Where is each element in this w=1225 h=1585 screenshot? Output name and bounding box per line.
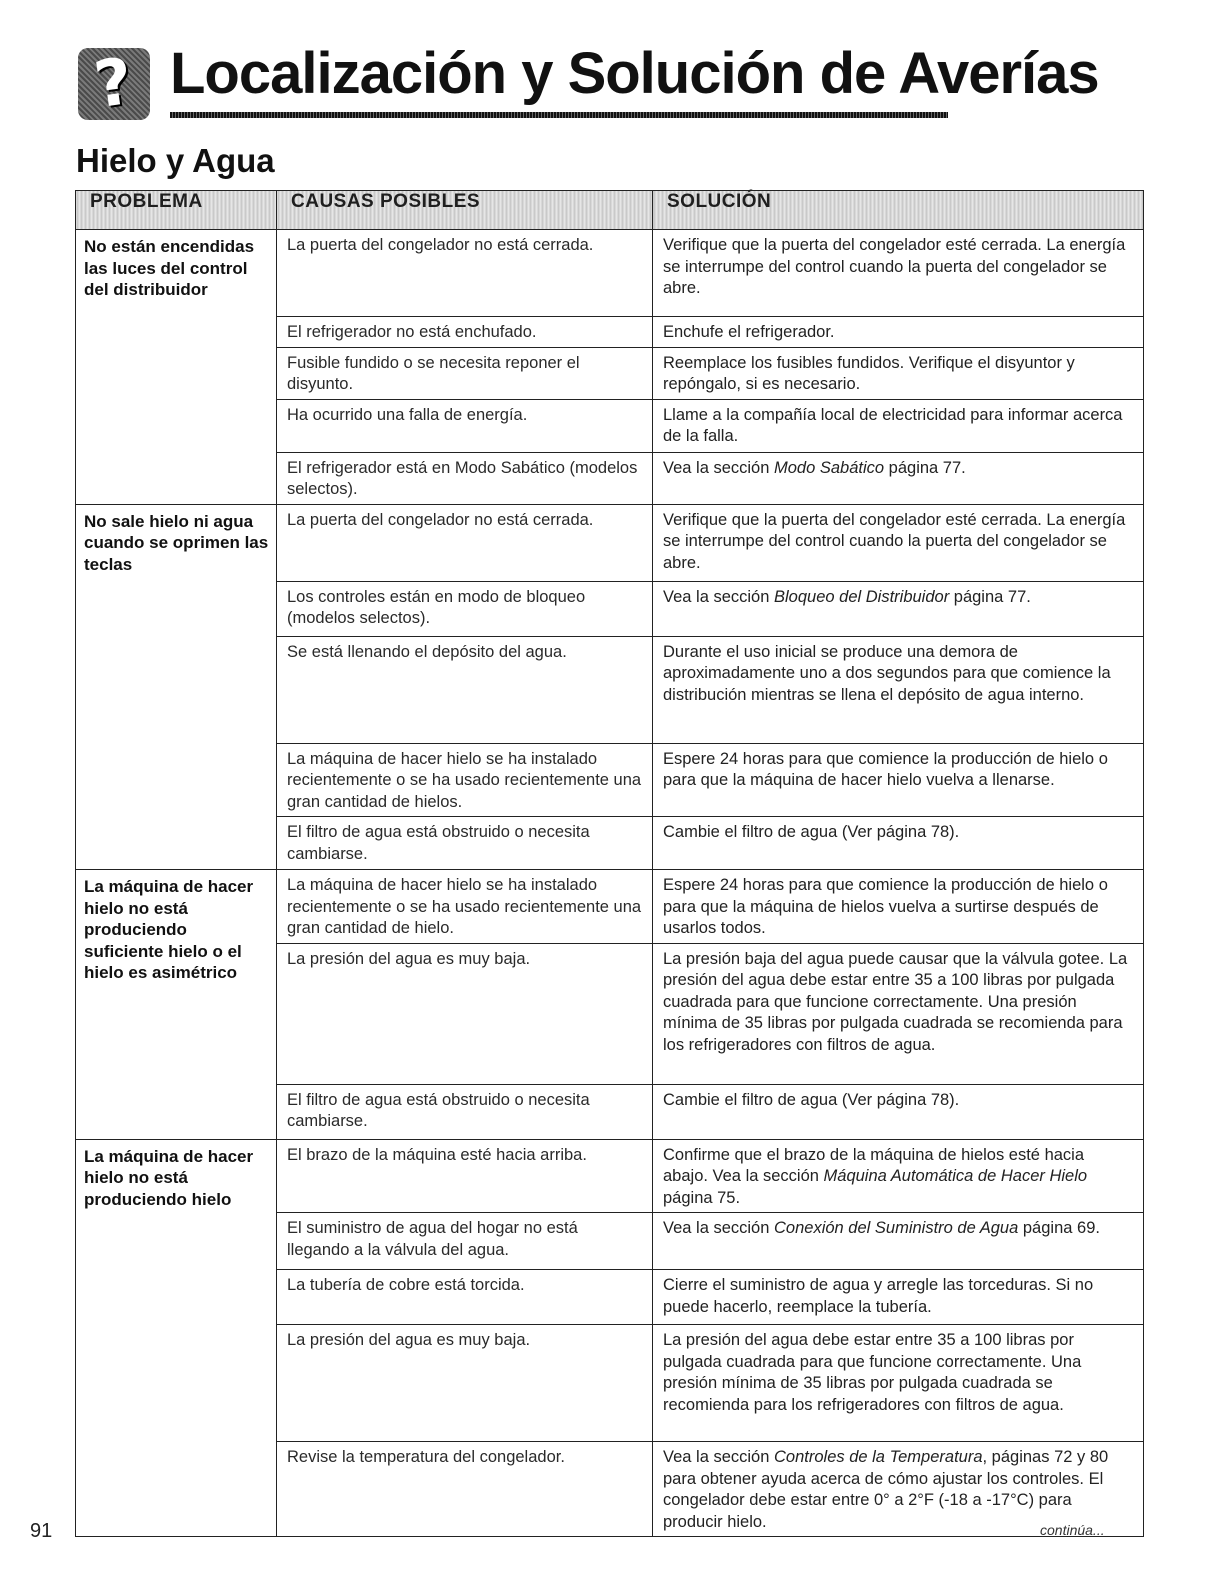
solution-text: Vea la sección xyxy=(663,1219,774,1237)
solution-text: página 75. xyxy=(663,1188,741,1207)
solution-cell: Cambie el filtro de agua (Ver página 78). xyxy=(653,817,1144,870)
cause-cell: La presión del agua es muy baja. xyxy=(277,943,653,1084)
solution-reference: Modo Sabático xyxy=(774,458,885,477)
cause-cell: Fusible fundido o se necesita reponer el disyunto. xyxy=(277,347,653,399)
solution-cell: Cambie el filtro de agua (Ver página 78). xyxy=(653,1084,1144,1139)
solution-reference: Controles de la Temperatura xyxy=(774,1448,983,1466)
column-header-solution: SOLUCIÓN xyxy=(653,191,1144,230)
cause-cell: Ha ocurrido una falla de energía. xyxy=(277,399,653,452)
solution-cell: La presión baja del agua puede causar que la válvula gotee. La presión del agua debe estar entre 35 a 100 libras por pulgada cuadrada para que funcione correctamente. Una presión mínima de 35 libras por pulgada cuadrada se recomienda para los refrigeradores con filtros de agua. xyxy=(653,943,1144,1084)
solution-cell: Espere 24 horas para que comience la producción de hielo o para que la máquina de hacer hielo vuelva a llenarse. xyxy=(653,743,1144,817)
section-title: Hielo y Agua xyxy=(76,142,275,179)
solution-cell: Llame a la compañía local de electricidad para informar acerca de la falla. xyxy=(653,399,1144,452)
continued-note: continúa... xyxy=(1040,1522,1105,1538)
problem-cell: No están encendidas las luces del control del distribuidor xyxy=(76,230,277,505)
solution-cell xyxy=(653,581,1144,636)
solution-text: Vea la sección xyxy=(663,458,774,477)
cause-cell: La presión del agua es muy baja. xyxy=(277,1325,653,1442)
solution-text: Vea la sección xyxy=(663,587,774,606)
cause-cell: La puerta del congelador no está cerrada. xyxy=(277,504,653,581)
cause-cell: Los controles están en modo de bloqueo (modelos selectos). xyxy=(277,581,653,636)
solution-cell: Durante el uso inicial se produce una demora de aproximadamente uno a dos segundos para que comience la distribución mientras se llena el depósito de agua interno. xyxy=(653,636,1144,743)
column-header-causes: CAUSAS POSIBLES xyxy=(277,191,653,230)
table-row xyxy=(76,1139,1144,1213)
solution-cell xyxy=(653,1139,1144,1213)
cause-cell: El filtro de agua está obstruido o necesita cambiarse. xyxy=(277,1084,653,1139)
cause-cell: La máquina de hacer hielo se ha instalado recientemente o se ha usado recientemente una gran cantidad de hielos. xyxy=(277,743,653,817)
cause-cell: El filtro de agua está obstruido o necesita cambiarse. xyxy=(277,817,653,870)
page-number: 91 xyxy=(30,1520,53,1542)
cause-cell: La tubería de cobre está torcida. xyxy=(277,1270,653,1325)
table-row xyxy=(76,870,1144,944)
solution-cell xyxy=(653,452,1144,504)
solution-text: página 77. xyxy=(949,587,1031,606)
page-header xyxy=(78,38,1099,128)
title-underline xyxy=(170,112,948,118)
problem-cell: La máquina de hacer hielo no está produciendo hielo xyxy=(76,1139,277,1537)
cause-cell: El refrigerador no está enchufado. xyxy=(277,317,653,348)
cause-cell: Revise la temperatura del congelador. xyxy=(277,1442,653,1537)
solution-cell: Espere 24 horas para que comience la producción de hielo o para que la máquina de hielos vuelva a surtirse después de usarlos todos. xyxy=(653,870,1144,944)
solution-cell: Reemplace los fusibles fundidos. Verifique el disyuntor y repóngalo, si es necesario. xyxy=(653,347,1144,399)
table-row xyxy=(76,230,1144,317)
solution-text: , páginas 72 y 80 para obtener ayuda acerca de cómo ajustar los controles. El congelador debe estar entre 0° a 2°F (-18 a -17°C) para producir hielo. xyxy=(663,1448,1109,1531)
cause-cell: Se está llenando el depósito del agua. xyxy=(277,636,653,743)
solution-text: Confirme que el brazo de la máquina de hielos esté hacia abajo. Vea la sección xyxy=(663,1145,1085,1185)
cause-cell: La máquina de hacer hielo se ha instalado recientemente o se ha usado recientemente una gran cantidad de hielo. xyxy=(277,870,653,944)
solution-cell: La presión del agua debe estar entre 35 a 100 libras por pulgada cuadrada para que funcione correctamente. Una presión mínima de 35 libras por pulgada cuadrada se recomienda para los refrigeradores con filtros de agua. xyxy=(653,1325,1144,1442)
question-mark-icon: ? xyxy=(78,48,150,120)
page-title: Localización y Solución de Averías xyxy=(170,41,1099,106)
column-header-problem: PROBLEMA xyxy=(76,191,277,230)
solution-text: página 69. xyxy=(1018,1219,1100,1237)
solution-cell: Verifique que la puerta del congelador esté cerrada. La energía se interrumpe del control cuando la puerta del congelador se abre. xyxy=(653,504,1144,581)
table-header-row xyxy=(76,191,1144,230)
table-row xyxy=(76,504,1144,581)
solution-cell: Cierre el suministro de agua y arregle las torceduras. Si no puede hacerlo, reemplace la tubería. xyxy=(653,1270,1144,1325)
cause-cell: El brazo de la máquina esté hacia arriba. xyxy=(277,1139,653,1213)
cause-cell: El refrigerador está en Modo Sabático (modelos selectos). xyxy=(277,452,653,504)
problem-cell: La máquina de hacer hielo no está produciendo suficiente hielo o el hielo es asimétrico xyxy=(76,870,277,1140)
solution-text: Vea la sección xyxy=(663,1448,774,1466)
solution-text: página 77. xyxy=(884,458,966,477)
problem-cell: No sale hielo ni agua cuando se oprimen las teclas xyxy=(76,504,277,870)
solution-reference: Conexión del Suministro de Agua xyxy=(774,1219,1019,1237)
solution-cell xyxy=(653,1213,1144,1270)
solution-cell: Verifique que la puerta del congelador esté cerrada. La energía se interrumpe del control cuando la puerta del congelador se abre. xyxy=(653,230,1144,317)
cause-cell: La puerta del congelador no está cerrada. xyxy=(277,230,653,317)
table-body xyxy=(76,230,1144,1537)
cause-cell: El suministro de agua del hogar no está llegando a la válvula del agua. xyxy=(277,1213,653,1270)
solution-reference: Máquina Automática de Hacer Hielo xyxy=(823,1167,1088,1185)
troubleshooting-table xyxy=(75,190,1144,1537)
solution-cell: Enchufe el refrigerador. xyxy=(653,317,1144,348)
solution-reference: Bloqueo del Distribuidor xyxy=(774,587,950,606)
